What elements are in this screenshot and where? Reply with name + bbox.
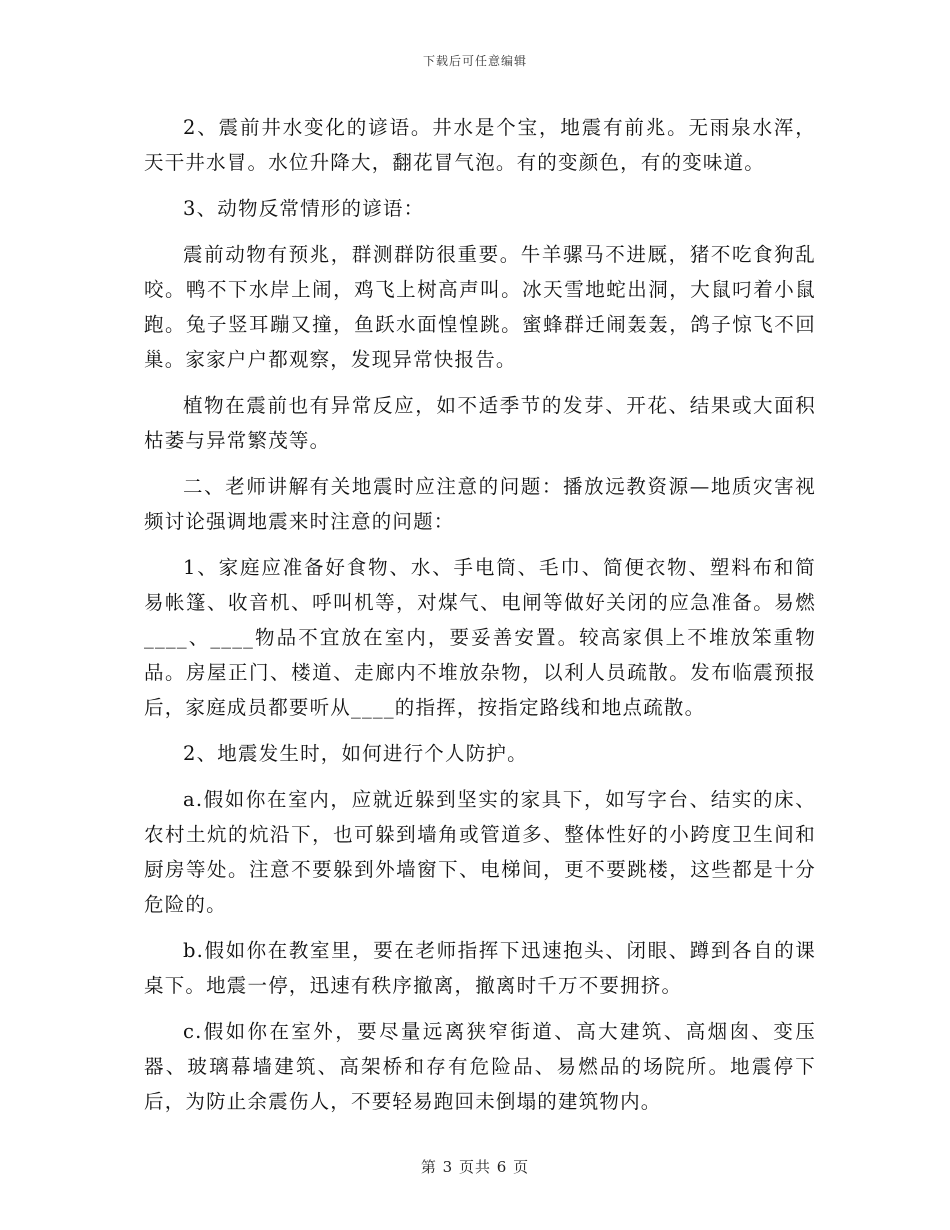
paragraph-animal-proverbs-heading: 3、动物反常情形的谚语： xyxy=(183,197,425,220)
page-header: 下载后可任意编辑 xyxy=(422,54,527,68)
paragraph-household-preparation: 1、家庭应准备好食物、水、手电筒、毛巾、简便衣物、塑料布和简易帐篷、收音机、呼叫机等，对煤气、电闸等做好关闭的应急准备。易燃____、____物品不宜放在室内，要妥善安置。较高家俱上不堆放笨重物品。房屋正门、楼道、走廊内不堆放杂物，以利人员疏散。发布临震预报后，家庭成员都要听从____的指挥，按指定路线和地点疏散。 xyxy=(144,556,816,719)
paragraph-plant-anomalies: 植物在震前也有异常反应，如不适季节的发芽、开花、结果或大面积枯萎与异常繁茂等。 xyxy=(144,394,816,452)
page-number: 第 3 页共 6 页 xyxy=(420,1158,530,1176)
paragraph-classroom: b.假如你在教室里，要在老师指挥下迅速抱头、闭眼、蹲到各自的课桌下。地震一停，迅速有秩序撤离，撤离时千万不要拥挤。 xyxy=(144,939,816,997)
paragraph-animal-proverbs: 震前动物有预兆，群测群防很重要。牛羊骡马不进厩，猪不吃食狗乱咬。鸭不下水岸上闹，鸡飞上树高声叫。冰天雪地蛇出洞，大鼠叼着小鼠跑。兔子竖耳蹦又撞，鱼跃水面惶惶跳。蜜蜂群迁闹轰轰，鸽子惊飞不回巢。家家户户都观察，发现异常快报告。 xyxy=(144,243,816,371)
paragraph-section-two-heading: 二、老师讲解有关地震时应注意的问题：播放远教资源—地质灾害视频讨论强调地震来时注意的问题： xyxy=(144,475,816,533)
paragraph-indoors: a.假如你在室内，应就近躲到坚实的家具下，如写字台、结实的床、农村土炕的炕沿下，也可躲到墙角或管道多、整体性好的小跨度卫生间和厨房等处。注意不要躲到外墙窗下、电梯间，更不要跳楼，这些都是十分危险的。 xyxy=(144,788,816,916)
paragraph-outdoors: c.假如你在室外，要尽量远离狭窄街道、高大建筑、高烟囱、变压器、玻璃幕墙建筑、高架桥和存有危险品、易燃品的场院所。地震停下后，为防止余震伤人，不要轻易跑回未倒塌的建筑物内。 xyxy=(144,1020,816,1113)
paragraph-well-water-proverbs: 2、震前井水变化的谚语。井水是个宝，地震有前兆。无雨泉水浑，天干井水冒。水位升降大，翻花冒气泡。有的变颜色，有的变味道。 xyxy=(144,116,816,174)
paragraph-personal-protection-heading: 2、地震发生时，如何进行个人防护。 xyxy=(183,742,528,765)
document-body xyxy=(144,110,816,1130)
